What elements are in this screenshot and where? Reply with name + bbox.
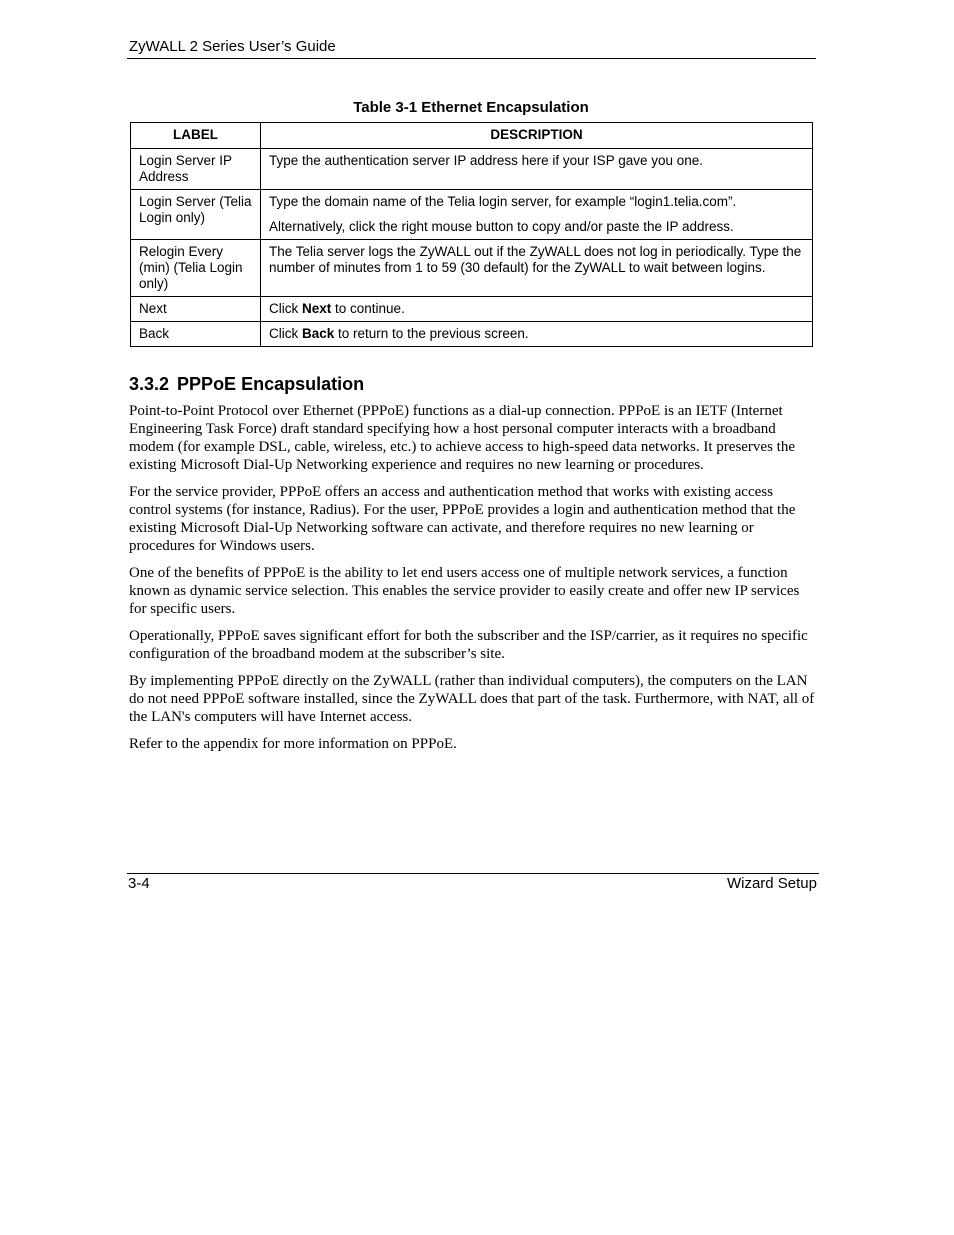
row-label: Next — [131, 297, 261, 322]
body-paragraph: Operationally, PPPoE saves significant effort for both the subscriber and the ISP/carrier, as it requires no specific configuration of the broadband modem at the subscriber’s site. — [129, 628, 808, 662]
row-label: Back — [131, 322, 261, 347]
desc-suffix: to return to the previous screen. — [334, 326, 529, 341]
running-header-title: ZyWALL 2 Series User’s Guide — [129, 38, 336, 55]
row-label: Relogin Every (min) (Telia Login only) — [131, 240, 261, 297]
desc-keyword: Next — [302, 301, 332, 316]
section-heading — [129, 374, 364, 395]
table-row — [131, 322, 813, 347]
body-paragraph: One of the benefits of PPPoE is the ability to let end users access one of multiple network services, a function known as dynamic service selection. This enables the service provider to easily create and offer new IP services for specific users. — [129, 565, 800, 617]
row-description-text: Type the authentication server IP address here if your ISP gave you one. — [269, 153, 704, 168]
section-title: PPPoE Encapsulation — [177, 374, 365, 394]
desc-prefix: Click — [269, 301, 302, 316]
row-description — [261, 322, 813, 347]
page-number: 3-4 — [128, 875, 150, 892]
section-number: 3.3.2 — [129, 374, 170, 394]
desc-prefix: Click — [269, 326, 302, 341]
table-caption: Table 3-1 Ethernet Encapsulation — [353, 99, 589, 116]
row-description-text: Alternatively, click the right mouse button to copy and/or paste the IP address. — [269, 219, 734, 234]
table-header-row — [131, 123, 813, 149]
footer-divider — [127, 873, 819, 874]
body-paragraph: Point-to-Point Protocol over Ethernet (PPPoE) functions as a dial-up connection. PPPoE is an IETF (Internet Engineering Task Force) draft standard specifying how a host personal computer interacts with a broadband modem (for example DSL, cable, wireless, etc.) to achieve access to high-speed data networks. It preserves the existing Microsoft Dial-Up Networking experience and requires no new learning or procedures. — [129, 403, 795, 473]
row-label: Login Server IP Address — [131, 149, 261, 190]
desc-keyword: Back — [302, 326, 335, 341]
row-description — [261, 149, 813, 190]
ethernet-encapsulation-table — [130, 122, 813, 347]
row-description — [261, 190, 813, 240]
chapter-title: Wizard Setup — [726, 875, 817, 892]
row-description-text: The Telia server logs the ZyWALL out if the ZyWALL does not log in periodically. Type the number of minutes from 1 to 59 (30 default) for the ZyWALL to wait between logins. — [269, 244, 802, 275]
body-paragraph: For the service provider, PPPoE offers an access and authentication method that works with existing access control systems (for instance, Radius). For the user, PPPoE provides a login and authentication method that the existing Microsoft Dial-Up Networking software can activate, and therefore requires no new learning or procedures for Windows users. — [129, 484, 796, 554]
row-label: Login Server (Telia Login only) — [131, 190, 261, 240]
row-description — [261, 297, 813, 322]
row-description-text: Type the domain name of the Telia login server, for example “login1.telia.com”. — [269, 194, 737, 209]
row-description — [261, 240, 813, 297]
table-row — [131, 149, 813, 190]
table-row — [131, 240, 813, 297]
table-row — [131, 297, 813, 322]
column-header-label: LABEL — [131, 123, 261, 149]
header-divider — [127, 58, 816, 59]
table-row — [131, 190, 813, 240]
section-body — [129, 402, 819, 762]
column-header-description: DESCRIPTION — [261, 123, 813, 149]
body-paragraph: By implementing PPPoE directly on the ZyWALL (rather than individual computers), the computers on the LAN do not need PPPoE software installed, since the ZyWALL does that part of the task. Furthermore, with NAT, all of the LAN's computers will have Internet access. — [129, 673, 815, 725]
desc-suffix: to continue. — [331, 301, 405, 316]
body-paragraph: Refer to the appendix for more information on PPPoE. — [129, 736, 457, 752]
